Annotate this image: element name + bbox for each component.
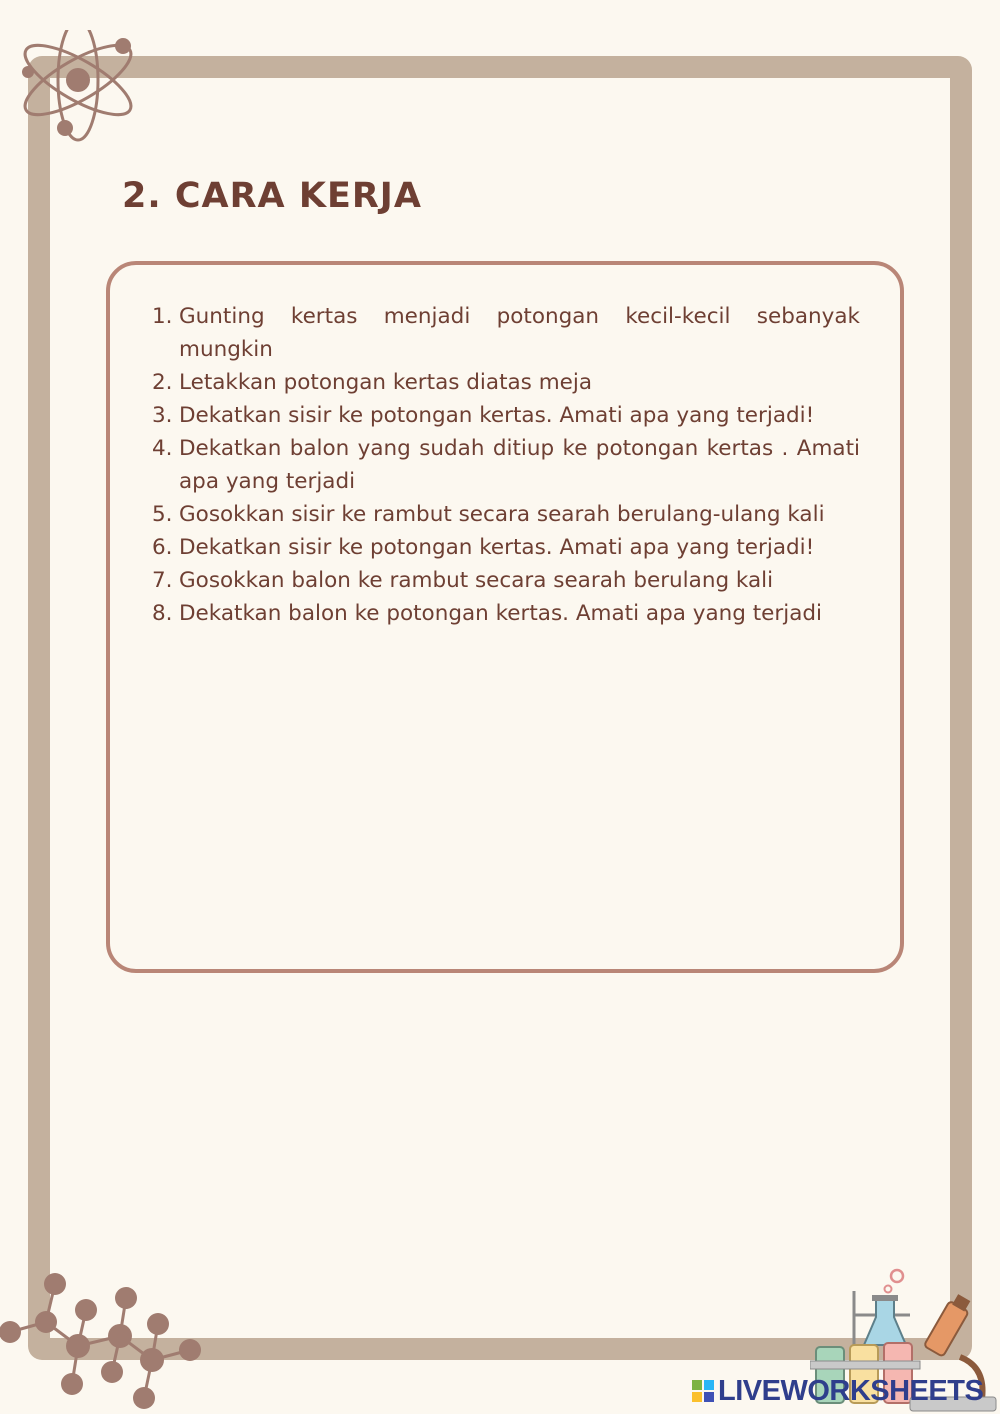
step-text: Letakkan potongan kertas diatas meja: [179, 370, 593, 395]
brand-name: LIVEWORKSHEETS: [718, 1374, 984, 1407]
step-text: Dekatkan balon yang sudah ditiup ke potongan kertas . Amati apa yang terjadi: [179, 436, 860, 494]
list-item: [152, 399, 860, 432]
step-number: 5.: [152, 502, 173, 527]
step-text: Dekatkan sisir ke potongan kertas. Amati apa yang terjadi!: [179, 535, 815, 560]
list-item: [152, 432, 860, 498]
step-text: Gosokkan sisir ke rambut secara searah berulang-ulang kali: [179, 502, 825, 527]
step-number: 6.: [152, 535, 173, 560]
list-item: [152, 366, 860, 399]
steps-list: [152, 300, 860, 630]
step-text: Dekatkan sisir ke potongan kertas. Amati apa yang terjadi!: [179, 403, 815, 428]
step-text: Dekatkan balon ke potongan kertas. Amati apa yang terjadi: [179, 601, 823, 626]
list-item: [152, 564, 860, 597]
list-item: [152, 498, 860, 531]
list-item: [152, 597, 860, 630]
step-number: 4.: [152, 436, 173, 461]
step-number: 1.: [152, 304, 173, 329]
step-text: Gosokkan balon ke rambut secara searah berulang kali: [179, 568, 774, 593]
atom-icon: [10, 30, 150, 150]
step-number: 8.: [152, 601, 173, 626]
molecule-icon: [0, 1268, 220, 1414]
step-number: 2.: [152, 370, 173, 395]
step-number: 7.: [152, 568, 173, 593]
page-title: 2. CARA KERJA: [122, 176, 422, 216]
list-item: [152, 300, 860, 366]
brand-watermark: [692, 1374, 983, 1408]
liveworksheets-logo-icon: [692, 1380, 714, 1402]
step-text: Gunting kertas menjadi potongan kecil-kecil sebanyak mungkin: [179, 304, 860, 362]
step-number: 3.: [152, 403, 173, 428]
list-item: [152, 531, 860, 564]
